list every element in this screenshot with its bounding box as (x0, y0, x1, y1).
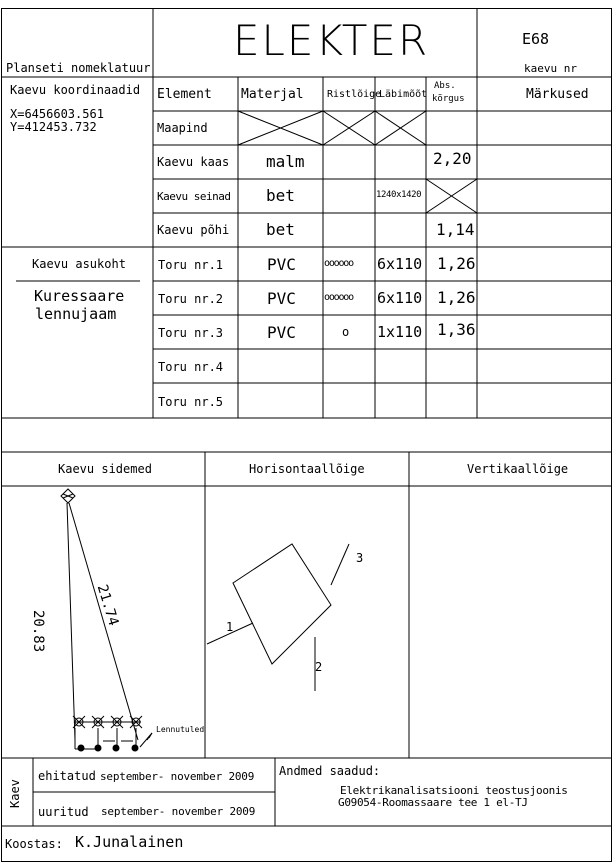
row-abs: 1,36 (437, 320, 476, 339)
built-label: ehitatud (38, 769, 96, 783)
row-section: o (342, 325, 350, 339)
location-line2: lennujaam (35, 305, 117, 323)
col-header-abs: Abs. (434, 81, 456, 91)
section-vertical-title: Vertikaallõige (467, 462, 569, 476)
col-header-material: Materjal (241, 87, 304, 102)
footer-side-label: Kaev (8, 779, 22, 808)
row-element: Toru nr.5 (158, 395, 224, 409)
col-header-element: Element (157, 87, 212, 102)
surveyed-value: september- november 2009 (101, 805, 256, 818)
coord-y: Y=412453.732 (10, 120, 97, 134)
planset-label: Planseti nomeklatuur (6, 61, 151, 75)
row-section: oooooo (324, 292, 353, 303)
row-element: Kaevu seinad (157, 190, 231, 203)
row-material: malm (266, 152, 305, 171)
location-line1: Kuressaare (34, 287, 125, 305)
row-material: PVC (267, 289, 296, 308)
row-material: bet (266, 186, 295, 205)
source-line-2: G09054-Roomassaare tee 1 el-TJ (338, 796, 528, 809)
row-element: Kaevu kaas (157, 155, 230, 169)
row-material: PVC (267, 323, 296, 342)
row-element: Toru nr.3 (158, 326, 224, 340)
col-header-diameter: Läbimõõt (379, 89, 428, 100)
pipe-label-3: 3 (356, 551, 364, 565)
coord-x: X=6456603.561 (10, 107, 104, 121)
row-diameter: 6x110 (377, 289, 423, 307)
row-diameter: 1240x1420 (376, 190, 422, 200)
section-ties-title: Kaevu sidemed (58, 462, 152, 476)
col-header-section: Ristlõige (327, 89, 382, 100)
row-element: Toru nr.1 (158, 258, 224, 272)
coords-label: Kaevu koordinaadid (10, 83, 141, 97)
section-horizontal-title: Horisontaallõige (249, 462, 365, 476)
col-header-height: kõrgus (432, 94, 465, 104)
dist-label-1: 20.83 (30, 610, 46, 653)
runway-lights-label: Lennutuled (156, 725, 205, 734)
row-element: Maapind (157, 121, 208, 135)
row-section: oooooo (324, 258, 353, 269)
row-element: Toru nr.2 (158, 292, 224, 306)
surveyed-label: uuritud (38, 805, 89, 819)
row-diameter: 6x110 (377, 255, 423, 273)
col-header-notes: Märkused (526, 87, 589, 102)
row-abs: 1,26 (437, 288, 476, 307)
pipe-label-2: 2 (315, 660, 323, 674)
pipe-3 (331, 544, 349, 585)
location-label: Kaevu asukoht (32, 257, 126, 271)
well-nr-label: kaevu nr (524, 62, 577, 75)
well-code: E68 (522, 30, 550, 48)
well-outline (233, 544, 331, 664)
dist-label-2: 21.74 (93, 582, 122, 628)
row-material: bet (266, 220, 295, 239)
source-line-1: Elektrikanalisatsiooni teostusjoonis (340, 784, 568, 797)
row-abs: 1,14 (436, 220, 475, 239)
row-abs: 1,26 (437, 254, 476, 273)
built-value: september- november 2009 (100, 770, 255, 783)
author-name: K.Junalainen (75, 833, 184, 851)
row-diameter: 1x110 (377, 323, 423, 341)
row-material: PVC (267, 255, 296, 274)
row-element: Toru nr.4 (158, 360, 224, 374)
author-label: Koostas: (5, 837, 63, 851)
source-label: Andmed saadud: (279, 764, 381, 778)
page-title: ELEKTER (233, 16, 430, 65)
row-element: Kaevu põhi (157, 223, 230, 237)
row-abs: 2,20 (433, 149, 472, 168)
pipe-label-1: 1 (226, 620, 234, 634)
